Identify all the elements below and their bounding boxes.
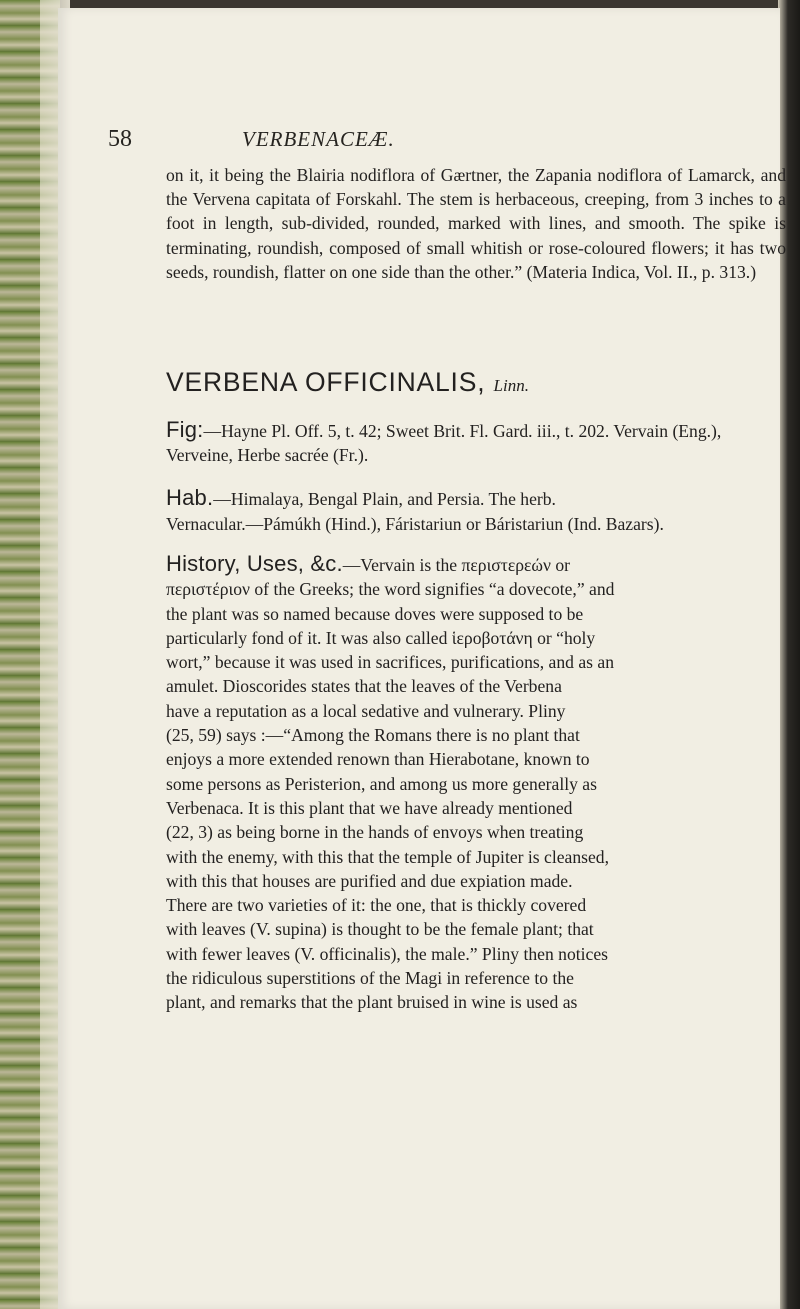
history-line: the plant was so named because doves were supposed to be: [166, 603, 584, 624]
page-number: 58: [108, 126, 132, 152]
history-line: (25, 59) says :—“Among the Romans there is no plant that: [166, 725, 580, 746]
history-line: plant, and remarks that the plant bruised in wine is used as: [166, 992, 578, 1013]
running-head: VERBENACEÆ.: [242, 127, 395, 151]
history-line: the ridiculous superstitions of the Magi in reference to the: [166, 968, 574, 989]
history-label: History, Uses, &c.: [166, 551, 343, 576]
vernacular-names: Vernacular.—Pámúkh (Hind.), Fáristariun or Báristariun (Ind. Bazars).: [166, 514, 664, 534]
section-heading: [166, 367, 786, 398]
history-line: with fewer leaves (V. officinalis), the male.” Pliny then notices: [166, 943, 608, 964]
species-title: VERBENA OFFICINALIS,: [166, 367, 486, 397]
history-line: There are two varieties of it: the one, that is thickly covered: [166, 895, 587, 916]
habitat-paragraph: [166, 485, 786, 537]
history-line: have a reputation as a local sedative and vulnerary. Pliny: [166, 700, 566, 721]
history-line: with this that houses are purified and due expiation made.: [166, 870, 573, 891]
history-line: —Vervain is the περιστερεών or: [342, 555, 570, 575]
history-line: wort,” because it was used in sacrifices, purifications, and as an: [166, 652, 614, 673]
history-line: Verbenaca. It is this plant that we have already mentioned: [166, 797, 573, 818]
history-line: particularly fond of it. It was also called ἱεροβοτάνη or “holy: [166, 627, 596, 648]
intro-paragraph: on it, it being the Blairia nodiflora of Gærtner, the Zapania nodiflora of Lamarck, and the Vervena capitata of Forskahl. The stem is herbaceous, creeping, from 3 inches to a foot in length, sub-divided, rounded, marked with lines, and smooth. The spike is terminating, roundish, composed of small whitish or rose-coloured flowers; it has two seeds, roundish, flatter on one side than the other.” (Materia Indica, Vol. II., p. 313.): [166, 165, 786, 282]
history-paragraph: [166, 552, 786, 1015]
history-line: (22, 3) as being borne in the hands of envoys when treating: [166, 822, 584, 843]
history-line: amulet. Dioscorides states that the leaves of the Verbena: [166, 676, 562, 697]
history-line: περιστέριον of the Greeks; the word signifies “a dovecote,” and: [166, 579, 615, 600]
history-line: enjoys a more extended renown than Hierabotane, known to: [166, 749, 590, 770]
history-line: with the enemy, with this that the temple of Jupiter is cleansed,: [166, 846, 609, 867]
species-authority: Linn.: [493, 376, 529, 395]
history-line: some persons as Peristerion, and among us more generally as: [166, 773, 597, 794]
hab-label: Hab.: [166, 485, 214, 510]
history-line: with leaves (V. supina) is thought to be the female plant; that: [166, 919, 594, 940]
hab-text: —Himalaya, Bengal Plain, and Persia. The herb.: [213, 489, 556, 509]
figures-paragraph: [166, 418, 786, 467]
fig-label: Fig:: [166, 417, 204, 442]
page-header: [108, 126, 668, 160]
fig-text: —Hayne Pl. Off. 5, t. 42; Sweet Brit. Fl. Gard. iii., t. 202. Vervain (Eng.), Verveine, Herbe sacrée (Fr.).: [166, 421, 722, 465]
